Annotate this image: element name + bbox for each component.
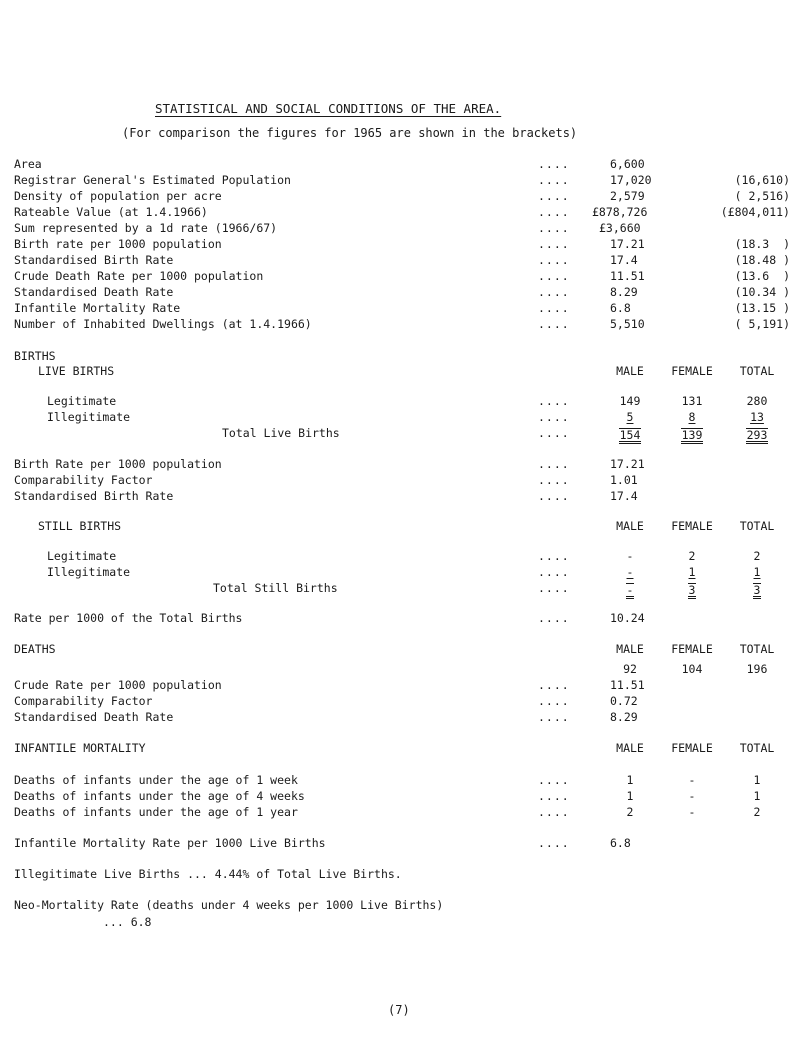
page-subtitle: (For comparison the figures for 1965 are shown in the brackets) <box>122 126 578 140</box>
illegitimate-live-births-line: Illegitimate Live Births ... 4.44% of Total Live Births. <box>14 867 402 881</box>
table-row <box>0 412 801 426</box>
deaths-female: 104 <box>681 662 703 676</box>
column-male: MALE <box>616 741 644 755</box>
leader-dots: .... <box>538 285 570 299</box>
still-births-header-row <box>0 521 801 535</box>
stat-label: Standardised Death Rate <box>14 285 174 299</box>
leader-dots: .... <box>538 789 570 803</box>
leader-dots: .... <box>538 549 570 563</box>
column-male: MALE <box>616 364 644 378</box>
rate-row <box>0 475 801 489</box>
cell-total: 280 <box>746 394 768 408</box>
leader-dots: .... <box>538 694 570 708</box>
total-label: Total Still Births <box>213 581 338 595</box>
stat-row <box>0 175 801 189</box>
rate-label: Standardised Birth Rate <box>14 489 174 503</box>
stat-previous: (16,610) <box>734 173 790 187</box>
cell-male: 5 <box>626 410 634 424</box>
total-male: 154 <box>619 428 641 442</box>
leader-dots: .... <box>538 157 570 171</box>
cell-male: - <box>626 565 634 579</box>
stat-row <box>0 223 801 237</box>
neo-mortality-line: Neo-Mortality Rate (deaths under 4 weeks per 1000 Live Births) <box>14 898 444 912</box>
table-row <box>0 791 801 805</box>
stat-label: Rateable Value (at 1.4.1966) <box>14 205 208 219</box>
leader-dots: .... <box>538 836 570 850</box>
stat-previous: (18.48 ) <box>734 253 790 267</box>
total-row <box>0 428 801 442</box>
column-total: TOTAL <box>739 364 775 378</box>
rate-value: 17.21 <box>610 457 645 471</box>
stat-label: Area <box>14 157 42 171</box>
cell-male: 149 <box>619 394 641 408</box>
cell-male: 1 <box>626 789 634 803</box>
stat-row <box>0 319 801 333</box>
total-female: 139 <box>681 428 703 442</box>
rate-row <box>0 680 801 694</box>
cell-total: 1 <box>753 773 761 787</box>
row-label: Legitimate <box>47 394 117 408</box>
cell-female: - <box>688 773 696 787</box>
leader-dots: .... <box>538 611 570 625</box>
cell-total: 1 <box>753 789 761 803</box>
stat-value: 5,510 <box>610 317 645 331</box>
row-label: Deaths of infants under the age of 1 week <box>14 773 298 787</box>
stat-previous: ( 2,516) <box>734 189 790 203</box>
row-label: Deaths of infants under the age of 1 year <box>14 805 298 819</box>
rate-label: Standardised Death Rate <box>14 710 174 724</box>
leader-dots: .... <box>538 710 570 724</box>
deaths-count-row <box>0 664 801 678</box>
column-female: FEMALE <box>671 741 713 755</box>
rate-label: Comparability Factor <box>14 694 153 708</box>
stat-previous: (13.6 ) <box>734 269 790 283</box>
live-births-header-row <box>0 366 801 380</box>
stat-label: Crude Death Rate per 1000 population <box>14 269 264 283</box>
rate-value: 10.24 <box>610 611 645 625</box>
stat-label: Sum represented by a 1d rate (1966/67) <box>14 221 278 235</box>
stat-value: £878,726 <box>592 205 648 219</box>
infantile-heading: INFANTILE MORTALITY <box>14 741 146 755</box>
total-total: 3 <box>753 583 761 597</box>
rate-value: 8.29 <box>610 710 638 724</box>
leader-dots: .... <box>538 189 570 203</box>
rate-label: Infantile Mortality Rate per 1000 Live Births <box>14 836 326 850</box>
stat-value: 17.4 <box>610 253 638 267</box>
stat-value: 17.21 <box>610 237 645 251</box>
cell-male: - <box>626 549 634 563</box>
cell-male: 1 <box>626 773 634 787</box>
leader-dots: .... <box>538 565 570 579</box>
table-row <box>0 775 801 789</box>
leader-dots: .... <box>538 678 570 692</box>
infantile-header-row <box>0 743 801 757</box>
rate-label: Birth Rate per 1000 population <box>14 457 222 471</box>
still-births-heading: STILL BIRTHS <box>38 519 122 533</box>
cell-female: 8 <box>688 410 696 424</box>
page-title: STATISTICAL AND SOCIAL CONDITIONS OF THE AREA. <box>155 101 502 116</box>
stat-row <box>0 207 801 221</box>
leader-dots: .... <box>538 426 570 440</box>
rate-row <box>0 838 801 852</box>
deaths-total: 196 <box>746 662 768 676</box>
rate-value: 6.8 <box>610 836 631 850</box>
stat-previous: (13.15 ) <box>734 301 790 315</box>
rate-row <box>0 491 801 505</box>
rate-row <box>0 459 801 473</box>
cell-female: - <box>688 805 696 819</box>
live-births-heading: LIVE BIRTHS <box>38 364 115 378</box>
stat-row <box>0 271 801 285</box>
leader-dots: .... <box>538 473 570 487</box>
stat-value: 11.51 <box>610 269 645 283</box>
rate-row <box>0 613 801 627</box>
row-label: Legitimate <box>47 549 117 563</box>
cell-female: 2 <box>688 549 696 563</box>
rate-value: 1.01 <box>610 473 638 487</box>
neo-mortality-value: ... 6.8 <box>103 915 152 929</box>
stat-row <box>0 255 801 269</box>
table-row <box>0 567 801 581</box>
row-label: Deaths of infants under the age of 4 weeks <box>14 789 305 803</box>
leader-dots: .... <box>538 457 570 471</box>
stat-value: 17,020 <box>610 173 652 187</box>
rate-row <box>0 712 801 726</box>
leader-dots: .... <box>538 237 570 251</box>
cell-female: - <box>688 789 696 803</box>
column-total: TOTAL <box>739 642 775 656</box>
cell-total: 13 <box>750 410 764 424</box>
deaths-heading: DEATHS <box>14 642 56 656</box>
stat-value: 6,600 <box>610 157 645 171</box>
cell-female: 131 <box>681 394 703 408</box>
leader-dots: .... <box>538 205 570 219</box>
page-number: (7) <box>388 1003 410 1017</box>
stat-row <box>0 303 801 317</box>
leader-dots: .... <box>538 221 570 235</box>
births-heading: BIRTHS <box>14 349 56 363</box>
row-label: Illegitimate <box>47 565 131 579</box>
stat-label: Standardised Birth Rate <box>14 253 174 267</box>
table-row <box>0 551 801 565</box>
table-row <box>0 807 801 821</box>
leader-dots: .... <box>538 773 570 787</box>
stat-previous: ( 5,191) <box>734 317 790 331</box>
stat-previous: (18.3 ) <box>734 237 790 251</box>
stat-previous: (10.34 ) <box>734 285 790 299</box>
column-total: TOTAL <box>739 741 775 755</box>
stat-value: 6.8 <box>610 301 631 315</box>
rate-row <box>0 696 801 710</box>
leader-dots: .... <box>538 301 570 315</box>
total-male: - <box>626 583 634 597</box>
leader-dots: .... <box>538 410 570 424</box>
rate-value: 0.72 <box>610 694 638 708</box>
column-female: FEMALE <box>671 519 713 533</box>
stat-label: Density of population per acre <box>14 189 222 203</box>
leader-dots: .... <box>538 581 570 595</box>
cell-total: 1 <box>753 565 761 579</box>
deaths-header-row <box>0 644 801 658</box>
stat-label: Birth rate per 1000 population <box>14 237 222 251</box>
column-total: TOTAL <box>739 519 775 533</box>
cell-total: 2 <box>753 805 761 819</box>
deaths-male: 92 <box>623 662 637 676</box>
row-label: Illegitimate <box>47 410 131 424</box>
column-male: MALE <box>616 519 644 533</box>
leader-dots: .... <box>538 253 570 267</box>
stat-value: £3,660 <box>599 221 641 235</box>
leader-dots: .... <box>538 173 570 187</box>
leader-dots: .... <box>538 489 570 503</box>
rate-label: Comparability Factor <box>14 473 153 487</box>
leader-dots: .... <box>538 317 570 331</box>
stat-value: 8.29 <box>610 285 638 299</box>
rate-value: 17.4 <box>610 489 638 503</box>
stat-row <box>0 159 801 173</box>
cell-total: 2 <box>753 549 761 563</box>
column-female: FEMALE <box>671 364 713 378</box>
stat-label: Infantile Mortality Rate <box>14 301 181 315</box>
cell-male: 2 <box>626 805 634 819</box>
table-row <box>0 396 801 410</box>
stat-row <box>0 239 801 253</box>
stat-previous: (£804,011) <box>720 205 790 219</box>
stat-value: 2,579 <box>610 189 645 203</box>
stat-label: Registrar General's Estimated Population <box>14 173 291 187</box>
total-female: 3 <box>688 583 696 597</box>
rate-label: Rate per 1000 of the Total Births <box>14 611 243 625</box>
column-female: FEMALE <box>671 642 713 656</box>
leader-dots: .... <box>538 394 570 408</box>
leader-dots: .... <box>538 269 570 283</box>
total-total: 293 <box>746 428 768 442</box>
column-male: MALE <box>616 642 644 656</box>
total-row <box>0 583 801 597</box>
stat-row <box>0 287 801 301</box>
rate-value: 11.51 <box>610 678 645 692</box>
leader-dots: .... <box>538 805 570 819</box>
cell-female: 1 <box>688 565 696 579</box>
rate-label: Crude Rate per 1000 population <box>14 678 222 692</box>
stat-label: Number of Inhabited Dwellings (at 1.4.1966) <box>14 317 312 331</box>
total-label: Total Live Births <box>222 426 340 440</box>
stat-row <box>0 191 801 205</box>
